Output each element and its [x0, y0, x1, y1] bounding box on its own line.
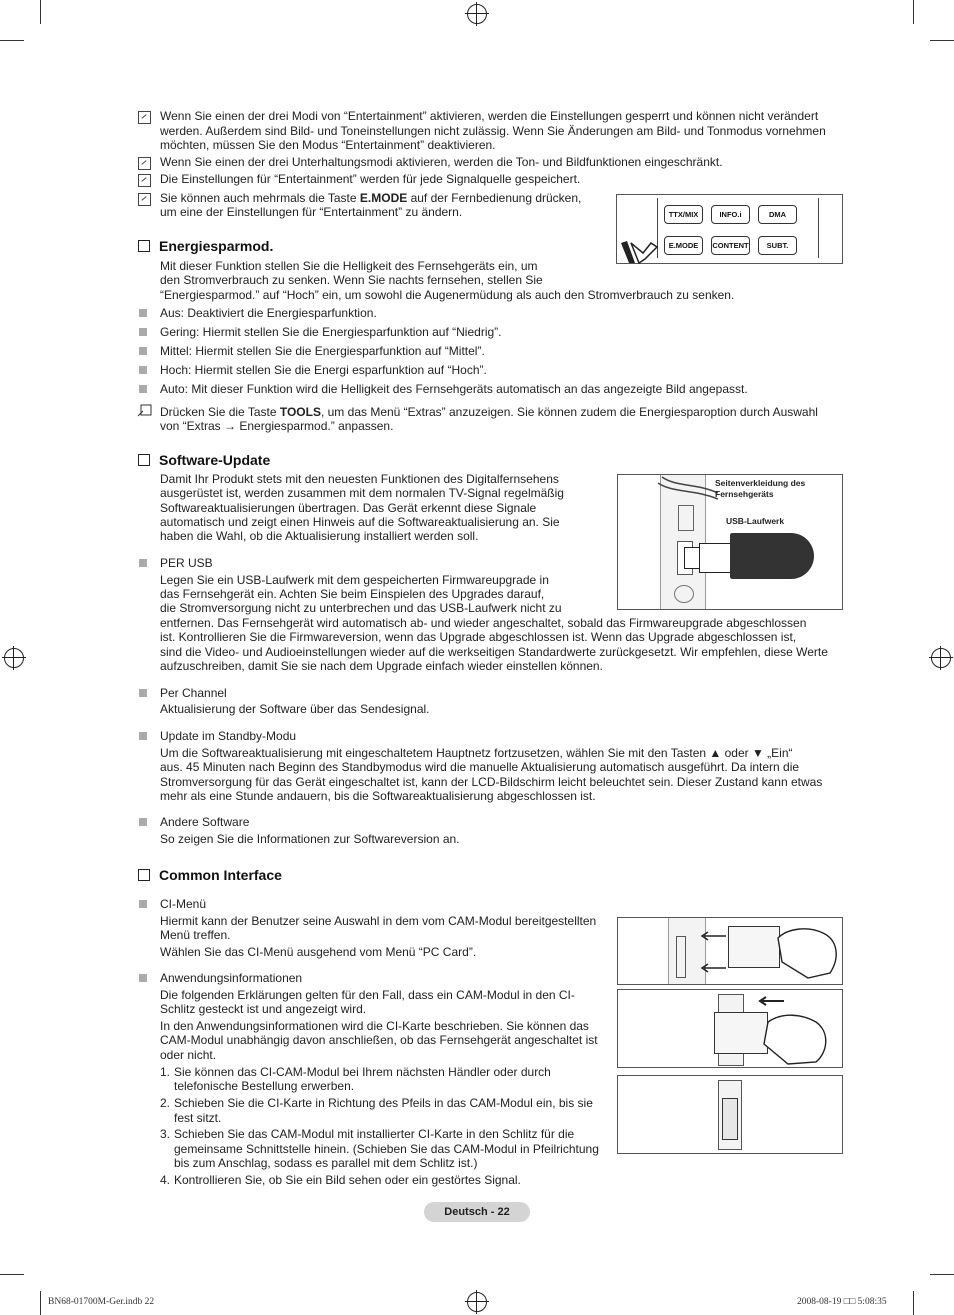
note-icon [138, 111, 151, 124]
step-text: fest sitzt. [174, 1111, 222, 1125]
bullet-square [139, 309, 147, 317]
step-text: bis zum Anschlag, sodass es parallel mit dem Schlitz ist.) [174, 1156, 478, 1170]
figure-label: Seitenverkleidung des [715, 478, 806, 488]
ci-figure-1 [617, 917, 843, 985]
body-text: aus. 45 Minuten nach Beginn des Standbymodus wird die manuelle Aktualisierung automatisch ausgeführt. Da intern die [160, 760, 800, 774]
usb-plug-neck [699, 543, 733, 573]
sub-heading: CI-Menü [160, 897, 207, 911]
hdmi-port [678, 505, 694, 531]
remote-button: E.MODE [664, 236, 703, 255]
body-text: Aktualisierung der Software über das Sendesignal. [160, 702, 430, 716]
bullet-square [139, 974, 147, 982]
crop-mark [913, 1291, 914, 1315]
registration-mark-icon [467, 1292, 487, 1312]
footer-file: BN68-01700M-Ger.indb 22 [48, 1297, 155, 1307]
hand-icon [768, 918, 842, 984]
body-text: So zeigen Sie die Informationen zur Softwareversion an. [160, 832, 460, 846]
remote-button: SUBT. [758, 236, 797, 255]
registration-mark-icon [467, 4, 487, 24]
crop-mark [930, 1274, 954, 1275]
step-number: 3. [160, 1127, 171, 1141]
usb-drive [730, 533, 814, 579]
body-text: Menü treffen. [160, 928, 231, 942]
body-text: ist. Kontrollieren Sie die Firmwareversion, wenn das Upgrade abgeschlossen ist. Wenn das Upgrade abgeschlossen ist, [160, 630, 797, 644]
section-heading-common-interface: Common Interface [138, 867, 282, 883]
note-text: von “Extras → Energiesparmod.” anpassen. [160, 419, 394, 433]
step-text: Schieben Sie das CAM-Modul mit installierter CI-Karte in den Schlitz für die [174, 1127, 575, 1141]
body-text: den Stromverbrauch zu senken. Wenn Sie nachts fernsehen, stellen Sie [160, 273, 543, 287]
panel-edge-curve [648, 475, 718, 505]
bullet-square [139, 366, 147, 374]
step-text: Kontrollieren Sie, ob Sie ein Bild sehen oder ein gestörtes Signal. [174, 1173, 521, 1187]
remote-button: DMA [758, 205, 797, 224]
note-text: Die Einstellungen für “Entertainment” werden für jede Signalquelle gespeichert. [160, 172, 581, 186]
remote-note-icon [138, 193, 151, 206]
crop-mark [40, 0, 41, 24]
note-text: Sie können auch mehrmals die Taste E.MODE auf der Fernbedienung drücken, [160, 191, 582, 205]
body-text: Wählen Sie das CI-Menü ausgehend vom Menü “PC Card”. [160, 945, 477, 959]
body-text: Damit Ihr Produkt stets mit den neuesten Funktionen des Digitalfernsehens [160, 472, 559, 486]
step-text: telefonische Bestellung erwerben. [174, 1079, 355, 1093]
av-port [674, 585, 694, 603]
figure-label: USB-Laufwerk [726, 516, 785, 526]
body-text: aufzuschreiben, damit Sie sie nach dem Upgrade einfach wieder einstellen können. [160, 659, 603, 673]
usb-figure [617, 474, 843, 610]
figure-label: Fernsehgeräts [715, 489, 774, 499]
ci-slot [676, 936, 686, 978]
note-text: werden. Außerdem sind Bild- und Toneinstellungen nicht zulässig. Wenn Sie Änderungen am Bild- und Tonmodus vornehmen [160, 124, 826, 138]
sub-heading: Update im Standby-Modu [160, 729, 297, 743]
bullet-square [139, 818, 147, 826]
crop-mark [0, 40, 24, 41]
registration-mark-icon [931, 648, 951, 668]
body-text: das Fernsehgerät ein. Achten Sie beim Einspielen des Upgrades darauf, [160, 587, 545, 601]
body-text: Mit dieser Funktion stellen Sie die Helligkeit des Fernsehgeräts ein, um [160, 259, 538, 273]
note-text: Wenn Sie einen der drei Modi von “Entertainment” aktivieren, werden die Einstellungen gesperrt und können nicht verändert [160, 109, 819, 123]
bullet-square [139, 900, 147, 908]
bullet-square [139, 328, 147, 336]
crop-mark [913, 0, 914, 24]
body-text: In den Anwendungsinformationen wird die CI-Karte beschrieben. Sie können das [160, 1019, 589, 1033]
crop-mark [930, 40, 954, 41]
sub-heading: PER USB [160, 556, 213, 570]
bullet-square [139, 385, 147, 393]
list-item: Hoch: Hiermit stellen Sie die Energi esparfunktion auf “Hoch”. [160, 363, 487, 377]
page-number-badge: Deutsch - 22 [424, 1202, 530, 1222]
body-text: mehr als eine Stunde andauern, bis die Softwareaktualisierung abgeschlossen ist. [160, 789, 596, 803]
list-item: Aus: Deaktiviert die Energiesparfunktion. [160, 306, 377, 320]
ci-figure-3 [617, 1075, 843, 1154]
finger-press-icon [617, 233, 663, 265]
bullet-square [139, 559, 147, 567]
body-text: CAM-Modul unabhängig davon anschließen, ob das Fernsehgerät angeschaltet ist [160, 1033, 598, 1047]
bullet-square [139, 347, 147, 355]
body-text: Schlitz gesteckt ist und angezeigt wird. [160, 1002, 367, 1016]
note-text: um eine der Einstellungen für “Entertainment” zu ändern. [160, 205, 463, 219]
body-text: die Stromversorgung nicht zu unterbrechen und das USB-Laufwerk nicht zu [160, 601, 562, 615]
remote-button: CONTENT [711, 236, 750, 255]
body-text: ausgerüstet ist, werden zusammen mit dem normalen TV-Signal regelmäßig [160, 486, 564, 500]
step-text: Schieben Sie die CI-Karte in Richtung des Pfeils in das CAM-Modul ein, bis sie [174, 1096, 593, 1110]
ci-figure-2 [617, 989, 843, 1068]
note-icon [138, 174, 151, 187]
sub-heading: Anwendungsinformationen [160, 971, 303, 985]
body-text: Stromversorgung für das Gerät eingeschaltet ist, kann der LCD-Bildschirm leicht beleuchtet sein. Dieser Zustand kann etwas [160, 775, 823, 789]
remote-figure [616, 194, 843, 264]
note-icon [138, 157, 151, 170]
list-item: Mittel: Hiermit stellen Sie die Energiesparfunktion auf “Mittel”. [160, 344, 485, 358]
cam-module-inserted [722, 1098, 738, 1140]
crop-mark [0, 1274, 24, 1275]
note-text: Wenn Sie einen der drei Unterhaltungsmodi aktivieren, werden die Ton- und Bildfunktionen eingeschränkt. [160, 155, 723, 169]
step-number: 2. [160, 1096, 171, 1110]
body-text: Legen Sie ein USB-Laufwerk mit dem gespeicherten Firmwareupgrade in [160, 573, 549, 587]
bullet-square [139, 732, 147, 740]
step-text: Sie können das CI-CAM-Modul bei Ihrem nächsten Händler oder durch [174, 1065, 551, 1079]
step-text: gemeinsame Schnittstelle hinein. (Schieben Sie das CAM-Modul in Pfeilrichtung [174, 1142, 599, 1156]
remote-button: INFO.i [711, 205, 750, 224]
sub-heading: Per Channel [160, 686, 227, 700]
list-item: Gering: Hiermit stellen Sie die Energiesparfunktion auf “Niedrig”. [160, 325, 502, 339]
sub-heading: Andere Software [160, 815, 250, 829]
body-text: Die folgenden Erklärungen gelten für den Fall, dass ein CAM-Modul in den CI- [160, 988, 575, 1002]
crop-mark [40, 1291, 41, 1315]
registration-mark-icon [4, 648, 24, 668]
body-text: automatisch und zeigt einen Hinweis auf die Softwareaktualisierung an. Sie [160, 515, 560, 529]
body-text: entfernen. Das Fernsehgerät wird automatisch ab- und wieder angeschaltet, sobald das Firmwareupgrade abgeschlossen [160, 616, 807, 630]
body-text: Hiermit kann der Benutzer seine Auswahl in dem vom CAM-Modul bereitgestellten [160, 914, 597, 928]
body-text: oder nicht. [160, 1048, 217, 1062]
note-text: Drücken Sie die Taste TOOLS, um das Menü “Extras” anzuzeigen. Sie können zudem die Energiesparoption durch Auswahl [160, 405, 818, 419]
section-heading-software-update: Software-Update [138, 452, 270, 468]
arrow-left-icon [698, 928, 728, 978]
section-heading-energiesparmod: Energiesparmod. [138, 238, 273, 254]
bullet-square [139, 689, 147, 697]
body-text: haben die Wahl, ob die Aktualisierung installiert werden soll. [160, 529, 479, 543]
body-text: Um die Softwareaktualisierung mit eingeschaltetem Hauptnetz fortzusetzen, wählen Sie mit den Tasten ▲ oder ▼ „Ein“ [160, 746, 793, 760]
list-item: Auto: Mit dieser Funktion wird die Helligkeit des Fernsehgeräts automatisch an das angezeigte Bild angepasst. [160, 382, 748, 396]
step-number: 4. [160, 1173, 171, 1187]
note-text: möchten, müssen Sie den Modus “Entertainment” deaktivieren. [160, 138, 496, 152]
body-text: Softwareaktualisierungen übertragen. Das Gerät erkennt diese Signale [160, 501, 537, 515]
footer-date: 2008-08-19 □□ 5:08:35 [797, 1297, 887, 1307]
body-text: sind die Video- und Audioeinstellungen wieder auf die werkseitigen Standardwerte zurückgesetzt. Wir empfehlen, diese Werte [160, 645, 828, 659]
body-text: “Energiesparmod.” auf “Hoch” ein, um sowohl die Augenermüdung als auch den Stromverbrauch zu senken. [160, 288, 735, 302]
step-number: 1. [160, 1065, 171, 1079]
remote-button: TTX/MIX [664, 205, 703, 224]
tools-note-icon [137, 404, 153, 418]
hand-icon [758, 1004, 842, 1067]
